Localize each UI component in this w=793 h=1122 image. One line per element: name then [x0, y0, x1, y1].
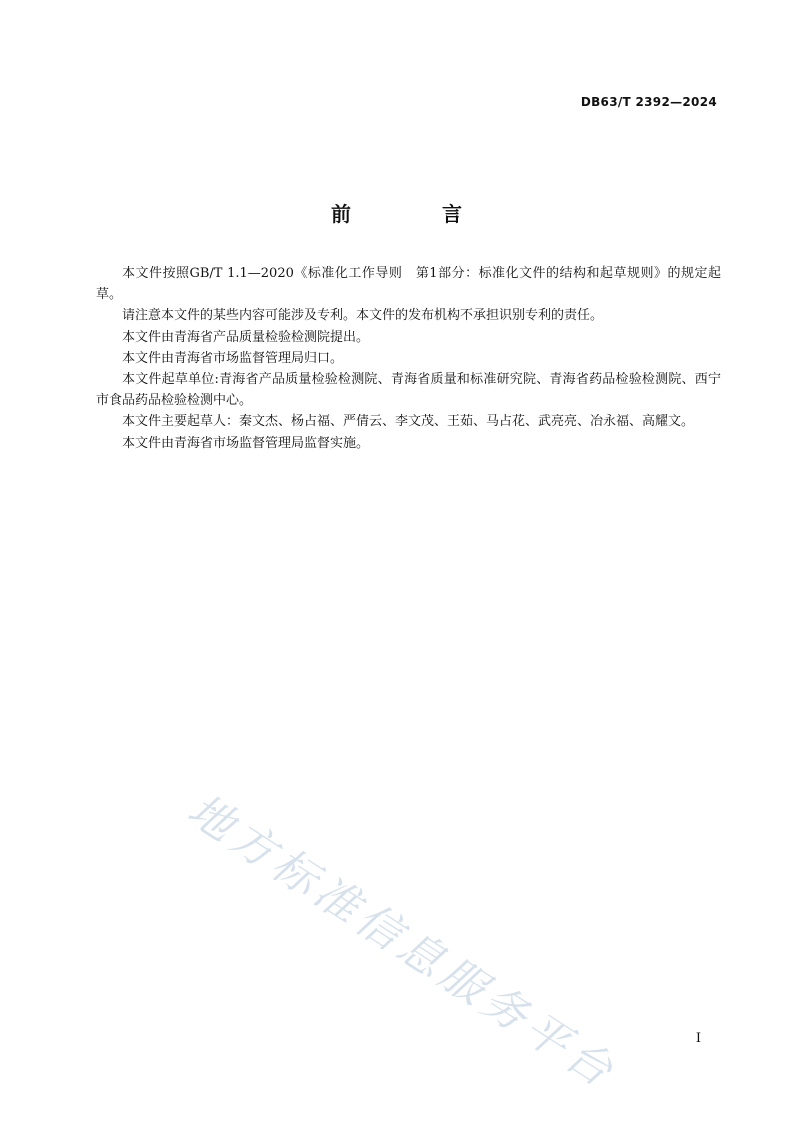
foreword-body	[96, 263, 721, 454]
page-number: I	[695, 1031, 701, 1046]
paragraph-drafting-units: 本文件起草单位:青海省产品质量检验检测院、青海省质量和标准研究院、青海省药品检验检测院、西宁市食品药品检验检测中心。	[96, 372, 721, 409]
paragraph-drafters: 本文件主要起草人：秦文杰、杨占福、严倩云、李文茂、王茹、马占花、武亮亮、冶永福、高耀文。	[122, 414, 695, 430]
page-title: 前 言	[331, 202, 504, 226]
paragraph-drafting-rules: 本文件按照GB/T 1.1—2020《标准化工作导则 第1部分：标准化文件的结构和起草规则》的规定起草。	[96, 266, 721, 303]
paragraph-proposer: 本文件由青海省产品质量检验检测院提出。	[122, 329, 370, 345]
paragraph-supervision: 本文件由青海省市场监督管理局监督实施。	[122, 435, 370, 451]
paragraph-administrator: 本文件由青海省市场监督管理局归口。	[122, 350, 344, 366]
watermark: 地方标准信息服务平台	[178, 784, 626, 1100]
document-code: DB63/T 2392—2024	[580, 95, 717, 109]
paragraph-patent-notice: 请注意本文件的某些内容可能涉及专利。本文件的发布机构不承担识别专利的责任。	[122, 308, 604, 324]
